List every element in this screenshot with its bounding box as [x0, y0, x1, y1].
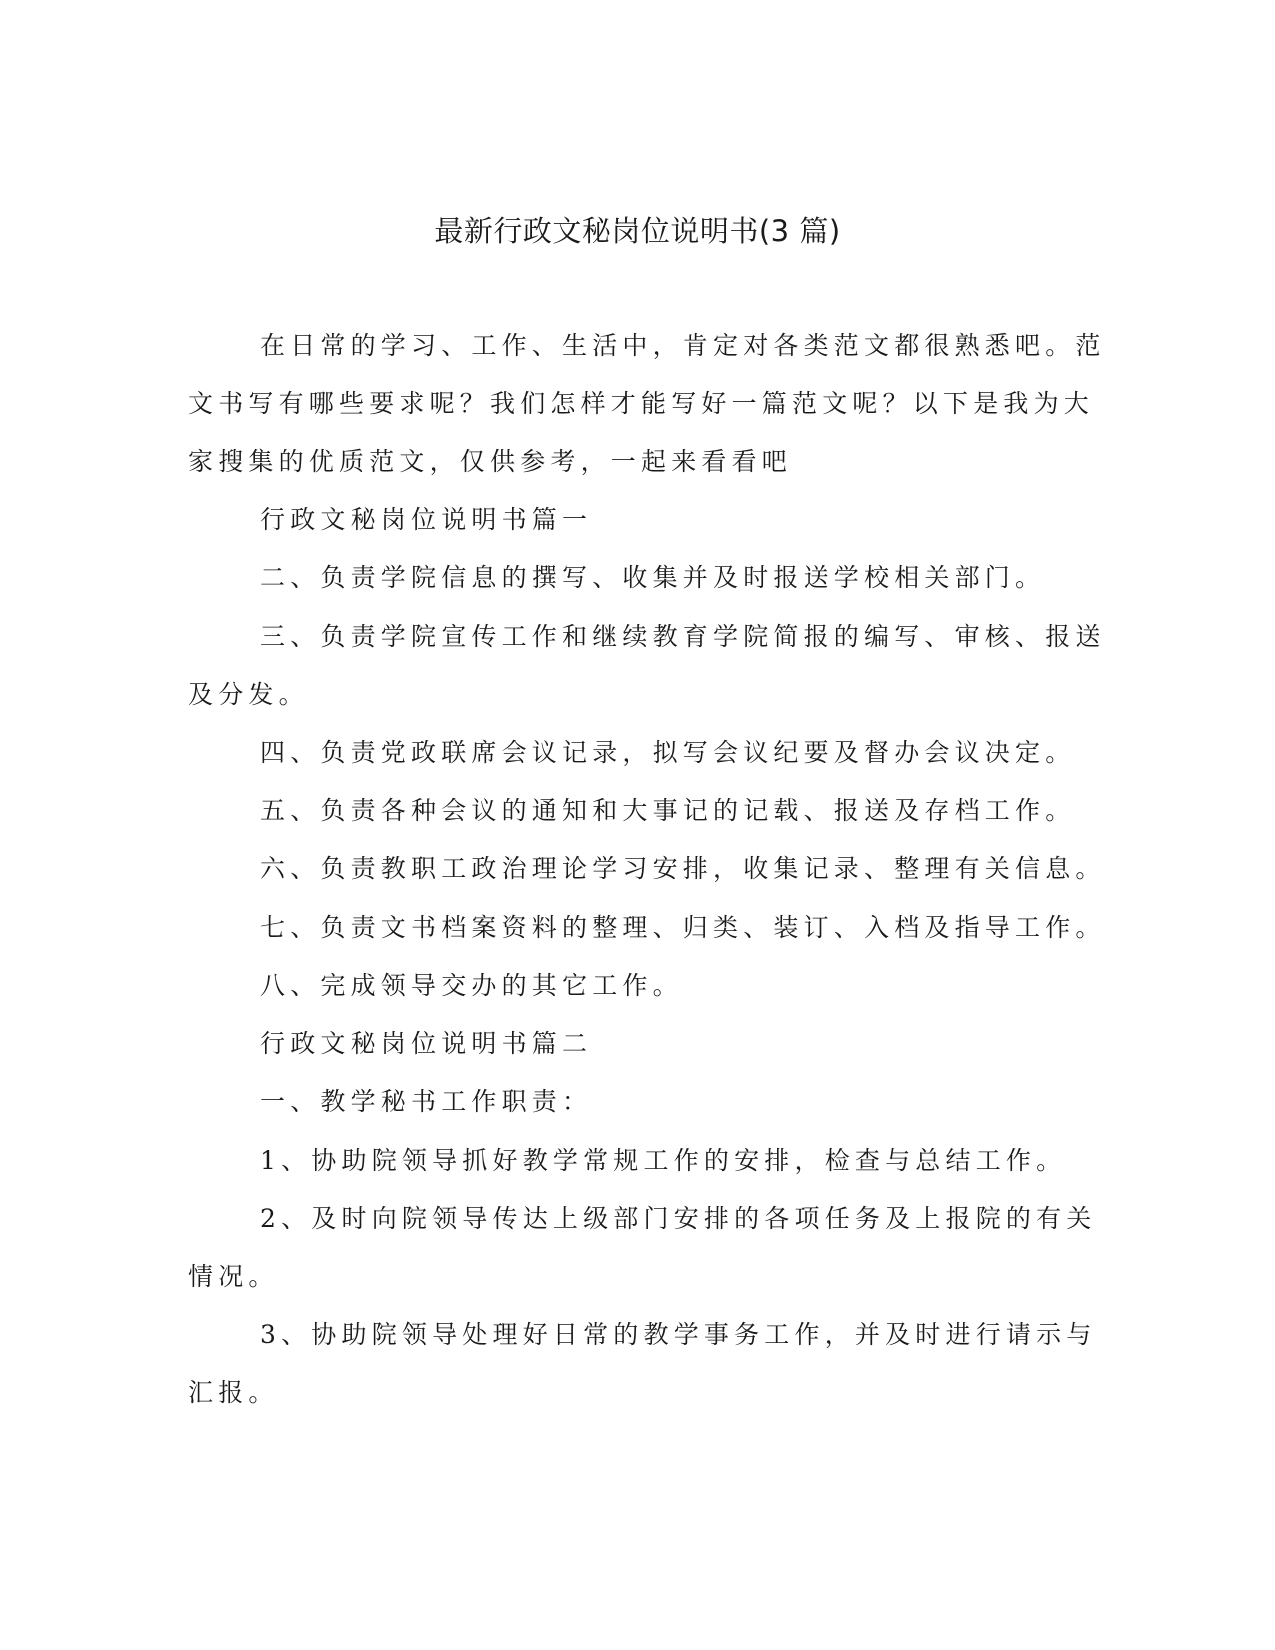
section-heading: 行政文秘岗位说明书篇二 [260, 1029, 593, 1058]
paragraph-line: 2、及时向院领导传达上级部门安排的各项任务及上报院的有关 [260, 1204, 1097, 1233]
section-heading: 行政文秘岗位说明书篇一 [260, 505, 593, 534]
paragraph-line: 3、协助院领导处理好日常的教学事务工作，并及时进行请示与 [260, 1320, 1097, 1349]
paragraph-line: 七、负责文书档案资料的整理、归类、装订、入档及指导工作。 [260, 913, 1106, 942]
paragraph-line: 五、负责各种会议的通知和大事记的记载、报送及存档工作。 [260, 796, 1076, 825]
paragraph-line: 家搜集的优质范文，仅供参考，一起来看看吧 [188, 447, 793, 476]
paragraph-line: 文书写有哪些要求呢？我们怎样才能写好一篇范文呢？以下是我为大 [188, 389, 1095, 418]
paragraph-line: 四、负责党政联席会议记录，拟写会议纪要及督办会议决定。 [260, 738, 1076, 767]
paragraph-line: 情况。 [188, 1262, 279, 1291]
paragraph-line: 一、教学秘书工作职责： [260, 1087, 593, 1116]
paragraph-line: 三、负责学院宣传工作和继续教育学院简报的编写、审核、报送 [260, 622, 1106, 651]
paragraph-line: 及分发。 [188, 680, 309, 709]
paragraph-line: 汇报。 [188, 1378, 279, 1407]
paragraph-line: 1、协助院领导抓好教学常规工作的安排，检查与总结工作。 [260, 1146, 1067, 1175]
document-title: 最新行政文秘岗位说明书(3 篇) [434, 214, 841, 248]
paragraph-line: 八、完成领导交办的其它工作。 [260, 971, 683, 1000]
paragraph-line: 二、负责学院信息的撰写、收集并及时报送学校相关部门。 [260, 563, 1046, 592]
paragraph-line: 在日常的学习、工作、生活中，肯定对各类范文都很熟悉吧。范 [260, 331, 1106, 360]
paragraph-line: 六、负责教职工政治理论学习安排，收集记录、整理有关信息。 [260, 854, 1106, 883]
